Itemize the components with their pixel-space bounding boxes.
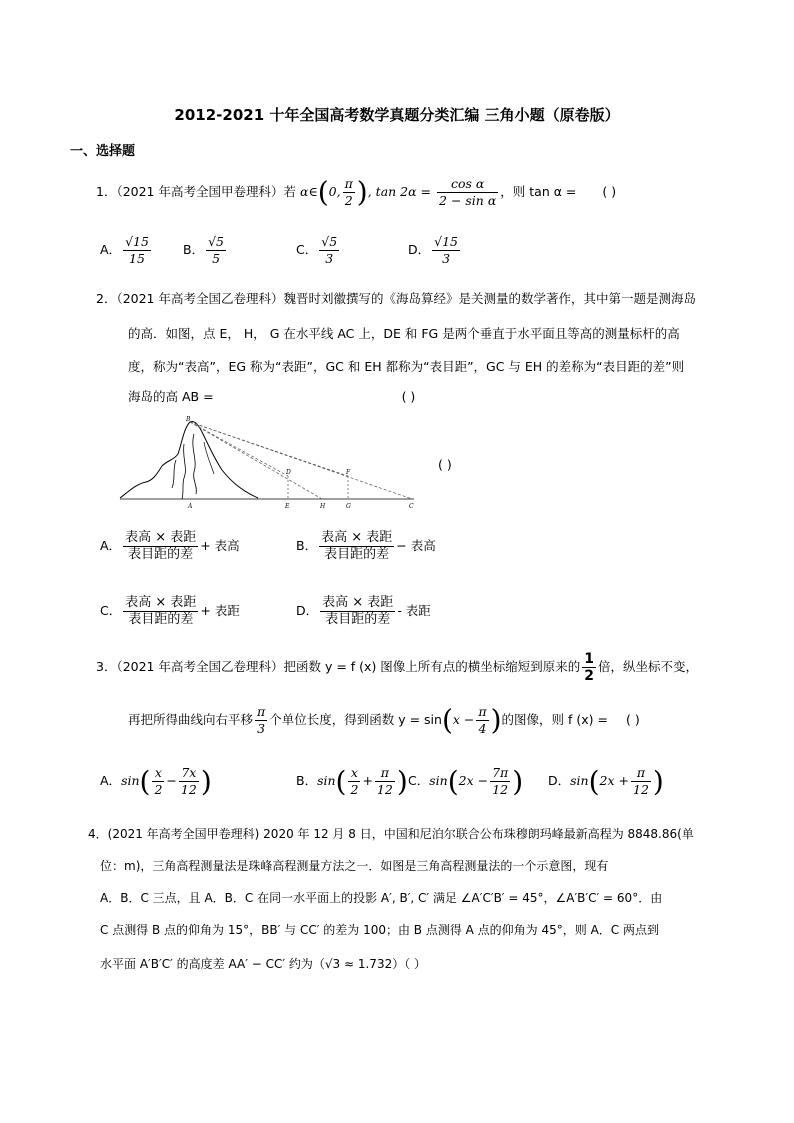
q1-right-paren: ) (356, 175, 368, 209)
q2-line-3: 度，称为“表高”，EG 称为“表距”，GC 和 EH 都称为“表目距”，GC 与 EH 的差称为“表目距的差”则 (128, 359, 685, 374)
island-ridge-2 (193, 434, 197, 494)
q1-interval-left: 0, (328, 184, 341, 199)
q3-line-2: 再把所得曲线向右平移 $\frac{\pi}{3}$ 个单位长度，得到函数 y = sin(x − $\frac{\pi}{4}$ )的图像，则 f (x) = ( ) (128, 703, 640, 737)
q1-option-c[interactable]: C． $\frac{√5}{3}$ (296, 234, 338, 266)
q2-line-4: 海岛的高 AB = ( ) (128, 389, 416, 404)
island-figure (118, 414, 420, 512)
q1-condition-fraction: $\frac{\text{cos α}}{\text{2 − sin α}}$ (439, 176, 497, 208)
q2-option-a[interactable]: A． $\frac{\text{表高 × 表距}}{\text{表目距的差}}$ + 表高 (100, 530, 240, 562)
label-a: A (188, 503, 193, 510)
q1-left-paren: ( (317, 175, 329, 209)
label-d: D (286, 469, 291, 476)
q1-tan2a: , tan 2α = (367, 184, 432, 199)
q1-source: （2021 年高考全国甲卷理科） (116, 184, 284, 199)
q2-figure-paren: ( ) (438, 457, 452, 472)
q1-option-b[interactable]: B． $\frac{√5}{5}$ (183, 234, 224, 266)
label-b: B (186, 416, 191, 423)
q3-option-c[interactable]: C．sin(2x − $\frac{7\pi}{12}$ ) (408, 765, 524, 798)
q4-line-5: 水平面 A′B′C′ 的高度差 AA′ − CC′ 约为（√3 ≈ 1.732）（ ） (100, 957, 427, 971)
sight-line-bh (190, 422, 322, 499)
q3-option-a[interactable]: A．sin( $\frac{x}{2}$ − $\frac{7x}{12}$ ) (100, 765, 212, 798)
q1-option-d[interactable]: D． $\frac{√15}{3}$ (408, 234, 459, 266)
q1-then: ，则 tan α = (500, 184, 577, 199)
q3-option-b[interactable]: B．sin( $\frac{x}{2}$ + $\frac{\pi}{12}$ ) (296, 765, 408, 798)
q1-answer-paren: ( ) (602, 184, 617, 199)
q3-line-1: 3．（2021 年高考全国乙卷理科）把函数 y = f (x) 图像上所有点的横坐标缩短到原来的 $\frac{1}{2}$ 倍，纵坐标不变， (96, 651, 699, 684)
question-1-stem (96, 176, 616, 209)
island-outline (120, 421, 258, 498)
label-h: H (320, 503, 326, 510)
q4-line-3: A．B．C 三点，且 A．B．C 在同一水平面上的投影 A′, B′, C′ 满足 ∠A′C′B′ = 45°，∠A′B′C′ = 60°．由 (100, 891, 663, 905)
q4-line-2: 位：m)，三角高程测量法是珠峰高程测量方法之一．如图是三角高程测量法的一个示意图，现有 (100, 859, 609, 873)
label-c: C (409, 503, 414, 510)
q2-option-d[interactable]: D． $\frac{\text{表高 × 表距}}{\text{表目距的差}}$ - 表距 (296, 595, 431, 627)
section-heading: 一、选择题 (70, 144, 136, 159)
q1-alpha-in: α∈ (300, 184, 318, 199)
q2-line-1: 2．（2021 年高考全国乙卷理科）魏晋时刘徽撰写的《海岛算经》是关测量的数学著作，其中第一题是测海岛 (96, 291, 697, 306)
q2-option-b[interactable]: B． $\frac{\text{表高 × 表距}}{\text{表目距的差}}$ − 表高 (296, 530, 436, 562)
q4-line-4: C 点测得 B 点的仰角为 15°，BB′ 与 CC′ 的差为 100；由 B 点测得 A 点的仰角为 45°，则 A．C 两点到 (100, 923, 659, 937)
page-title: 2012-2021 十年全国高考数学真题分类汇编 三角小题（原卷版） (174, 106, 620, 124)
q3-answer-paren: ( ) (625, 712, 640, 727)
q1-option-a[interactable]: A． $\frac{√15}{15}$ (100, 234, 149, 266)
label-g: G (346, 503, 351, 510)
q2-line-2: 的高．如图，点 E， H， G 在水平线 AC 上，DE 和 FG 是两个垂直于水平面且等高的测量标杆的高 (128, 326, 680, 341)
label-e: E (285, 503, 290, 510)
q2-option-c[interactable]: C． $\frac{\text{表高 × 表距}}{\text{表目距的差}}$ + 表距 (100, 595, 240, 627)
island-ridge-3 (172, 460, 176, 488)
q3-option-d[interactable]: D．sin(2x + $\frac{\pi}{12}$ ) (548, 765, 664, 798)
island-ridge-1 (182, 444, 185, 499)
q2-answer-paren: ( ) (401, 389, 416, 404)
label-f: F (346, 469, 351, 476)
q1-interval-fraction: $\frac{\pi}{2}$ (344, 176, 353, 208)
sight-line-bd (190, 422, 288, 476)
q1-prefix: 若 (283, 184, 297, 199)
q4-line-1: 4．(2021 年高考全国甲卷理科) 2020 年 12 月 8 日，中国和尼泊尔联合公布珠穆朗玛峰最新高程为 8848.86(单 (88, 827, 694, 841)
q1-number: 1． (96, 184, 117, 199)
